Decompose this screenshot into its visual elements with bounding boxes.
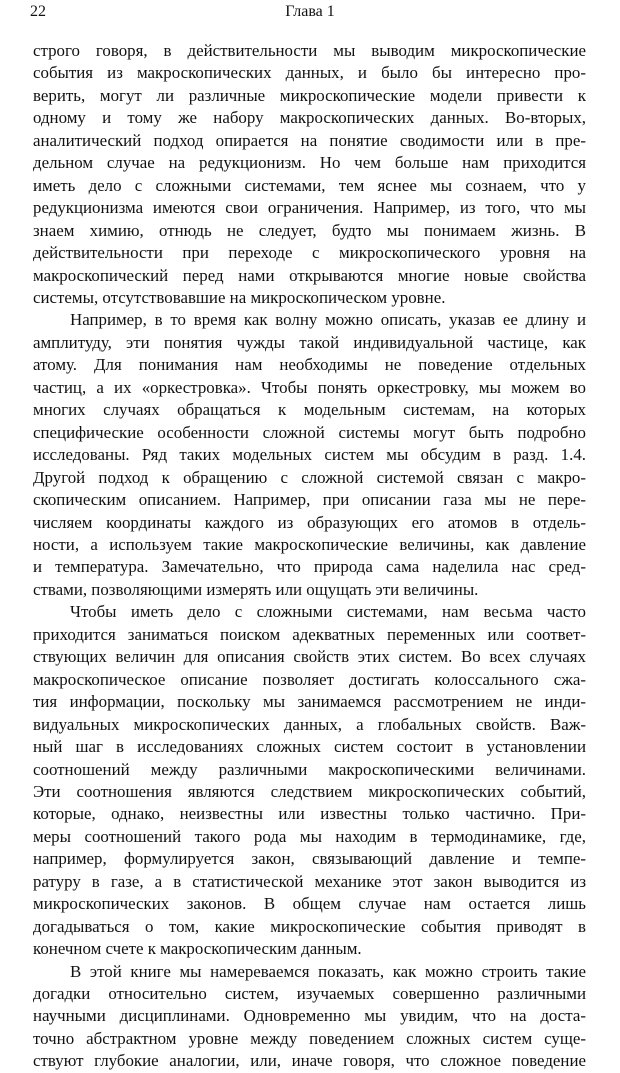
text-line: ный шаг в исследованиях сложных систем состоит в установлении bbox=[33, 737, 586, 757]
text-line: одному и тому же набору макроскопических данных. Во-вторых, bbox=[33, 108, 586, 128]
text-line: ности, а используем такие макроскопические величины, как давление bbox=[33, 534, 586, 554]
text-line: которые, однако, неизвестны или известны только частично. При- bbox=[33, 804, 586, 824]
page-number: 22 bbox=[30, 3, 46, 20]
text-line: тия информации, поскольку мы занимаемся рассмотрением не инди- bbox=[33, 692, 586, 712]
page-body bbox=[33, 40, 586, 1073]
text-line: Например, в то время как волну можно описать, указав ее длину и bbox=[70, 310, 586, 330]
text-line: ратуру в газе, а в статистической механике этот закон выводится из bbox=[33, 871, 586, 891]
text-line: иметь дело с сложными системами, тем яснее мы сознаем, что у bbox=[33, 175, 586, 195]
text-line: микроскопических законов. В общем случае нам остается лишь bbox=[33, 894, 586, 914]
running-header bbox=[30, 0, 590, 24]
text-line: многих случаях обращаться к модельным системам, на которых bbox=[33, 400, 586, 420]
text-line: редукционизма имеются свои ограничения. Например, из того, что мы bbox=[33, 198, 586, 218]
text-line: В этой книге мы намереваемся показать, как можно строить такие bbox=[70, 961, 586, 981]
text-line: события из макроскопических данных, и было бы интересно про- bbox=[33, 63, 586, 83]
text-line: догадки относительно систем, изучаемых совершенно различными bbox=[33, 984, 586, 1004]
text-line: скопическим описанием. Например, при описании газа мы не пере- bbox=[33, 490, 586, 510]
text-line: знаем химию, отнюдь не следует, будто мы понимаем жизнь. В bbox=[33, 220, 586, 240]
text-line: действительности при переходе с микроскопического уровня на bbox=[33, 243, 586, 263]
text-line: исследованы. Ряд таких модельных систем мы обсудим в разд. 1.4. bbox=[33, 445, 586, 465]
text-line: меры соотношений такого рода мы находим в термодинамике, где, bbox=[33, 826, 586, 846]
text-line: амплитуду, эти понятия чужды такой индивидуальной частице, как bbox=[33, 332, 586, 352]
text-line: например, формулируется закон, связывающий давление и темпе- bbox=[33, 849, 586, 869]
text-line: приходится заниматься поиском адекватных переменных или соответ- bbox=[33, 624, 586, 644]
text-line: верить, могут ли различные микроскопические модели привести к bbox=[33, 85, 586, 105]
text-line: макроскопическое описание позволяет достигать колоссального сжа- bbox=[33, 669, 586, 689]
text-line: догадываться о том, какие микроскопические события приводят в bbox=[33, 916, 586, 936]
text-line: аналитический подход опирается на понятие сводимости или в пре- bbox=[33, 130, 586, 150]
text-line: ствующих величин для описания свойств этих систем. Во всех случаях bbox=[33, 647, 586, 667]
text-line: частиц, а их «оркестровка». Чтобы понять оркестровку, мы можем во bbox=[33, 377, 586, 397]
text-line: и температура. Замечательно, что природа сама наделила нас сред- bbox=[33, 557, 586, 577]
text-line: видуальных микроскопических данных, а глобальных свойств. Важ- bbox=[33, 714, 586, 734]
paragraph bbox=[33, 40, 586, 309]
text-line: ствуют глубокие аналогии, или, иначе говоря, что сложное поведение bbox=[33, 1051, 586, 1071]
text-line: специфические особенности сложной системы могут быть подробно bbox=[33, 422, 586, 442]
text-line: системы, отсутствовавшие на микроскопическом уровне. bbox=[33, 287, 446, 307]
text-line: числяем координаты каждого из образующих его атомов в отдель- bbox=[33, 512, 586, 532]
text-line: Эти соотношения являются следствием микроскопических событий, bbox=[33, 781, 586, 801]
paragraph bbox=[33, 309, 586, 601]
chapter-title: Глава 1 bbox=[285, 3, 335, 20]
text-line: Чтобы иметь дело с сложными системами, нам весьма часто bbox=[70, 602, 586, 622]
text-line: атому. Для понимания нам необходимы не поведение отдельных bbox=[33, 355, 586, 375]
text-line: Другой подход к обращению с сложной системой связан с макро- bbox=[33, 467, 586, 487]
text-line: соотношений между различными макроскопическими величинами. bbox=[33, 759, 586, 779]
text-line: ствами, позволяющими измерять или ощущать эти величины. bbox=[33, 579, 479, 599]
text-line: научными дисциплинами. Одновременно мы увидим, что на доста- bbox=[33, 1006, 586, 1026]
text-line: конечном счете к макроскопическим данным. bbox=[33, 939, 362, 959]
text-line: строго говоря, в действительности мы выводим микроскопические bbox=[33, 41, 586, 60]
text-line: точно абстрактном уровне между поведением сложных систем суще- bbox=[33, 1028, 586, 1048]
paragraph bbox=[33, 601, 586, 960]
paragraph bbox=[33, 961, 586, 1073]
text-line: макроскопический перед нами открываются многие новые свойства bbox=[33, 265, 586, 285]
text-line: дельном случае на редукционизм. Но чем больше нам приходится bbox=[33, 153, 586, 173]
